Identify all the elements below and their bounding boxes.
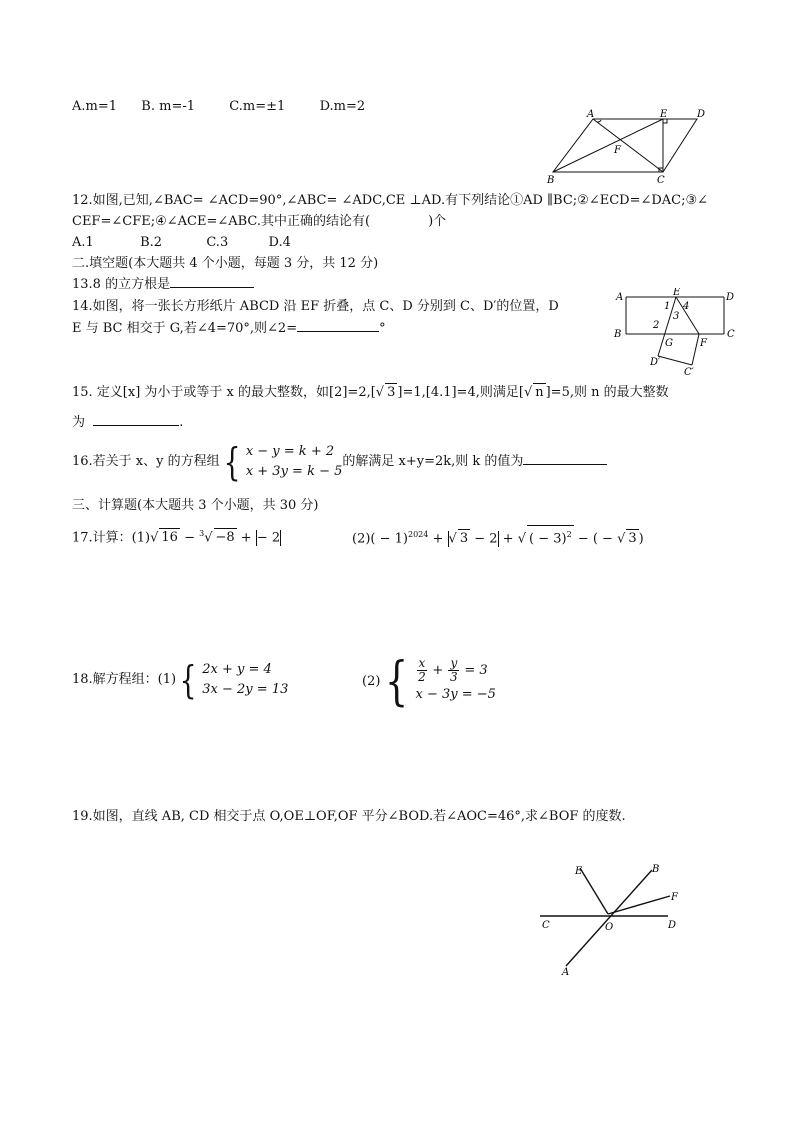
q12-line2-end: )个	[428, 214, 447, 229]
q16-prefix: 16.若关于 x、y 的方程组	[72, 454, 220, 469]
q17-p2-sqrt-sq	[527, 525, 574, 548]
q17-p2-abs-tail: − 2	[470, 531, 498, 547]
angle-mark-a	[597, 120, 601, 122]
q18-part2	[362, 652, 496, 712]
q18-system2: { $\frac{x}{2}$ + $\frac{y}{3}$ = 3 x − 3y = −5	[385, 651, 496, 712]
q19-label-b: B	[652, 864, 660, 875]
q18-part1	[72, 658, 288, 702]
q14-label-e: E	[673, 288, 681, 298]
q12-option-d: D.4	[268, 235, 291, 250]
diagonal-ac	[593, 119, 663, 172]
q14-label-c: C	[727, 329, 735, 340]
section3-title: 三、计算题(本大题共 3 个小题，共 30 分)	[72, 498, 319, 513]
q16-system: { x − y = k + 2 x + 3y = k − 5	[223, 439, 343, 484]
q14-line1: 14.如图，将一张长方形纸片 ABCD 沿 EF 折叠，点 C、D 分别到 C、D′的位置，D	[72, 299, 559, 314]
section2-title: 二.填空题(本大题共 4 个小题，每题 3 分，共 12 分)	[72, 256, 379, 271]
q19-label-a: A	[562, 967, 570, 978]
q19-label-c: C	[542, 920, 550, 931]
q17-p2-tail-sqrt: 3	[628, 531, 637, 547]
segment-be	[553, 119, 663, 172]
q13-text: 13.8 的立方根是	[72, 277, 171, 292]
q18-s2-fy-num: y	[450, 656, 458, 670]
q17-minus: −	[179, 530, 200, 546]
q14-label-a: A	[616, 292, 624, 303]
q17-p2-abs-inner: 3	[459, 531, 469, 547]
q12-line2-text: CEF=∠CFE;④∠ACE=∠ABC.其中正确的结论有(	[72, 214, 371, 229]
q19-label-e: E	[575, 866, 583, 877]
q12-label-d: D	[697, 109, 706, 120]
q18-s1-eq1: 2x + y = 4	[202, 661, 272, 677]
q17-cbrt: −8	[215, 530, 235, 546]
q18-s1-eq2: 3x − 2y = 13	[202, 681, 289, 697]
q17-p2-tail-open: − ( −	[573, 531, 618, 547]
q19-label-f: F	[671, 892, 678, 903]
q14-label-g: G	[665, 338, 673, 349]
q11-options	[72, 98, 365, 116]
q14-angle-2: 2	[653, 320, 660, 331]
q14-angle-3: 3	[673, 311, 680, 322]
q11-option-b: B. m=-1	[141, 99, 195, 114]
q14-label-d-prime: D′	[650, 357, 661, 368]
q12-option-c: C.3	[206, 235, 229, 250]
q17-sqrt16: 16	[161, 530, 178, 546]
q18-s2-fx-num: x	[418, 656, 426, 670]
q15-line2: 为 .	[72, 415, 184, 430]
q15-part1: 15. 定义[x] 为小于或等于 x 的最大整数，如[2]=2,[	[72, 385, 376, 400]
q13-answer-blank[interactable]	[170, 275, 254, 288]
q11-option-d: D.m=2	[319, 99, 366, 114]
q15-line2-text: 为	[72, 415, 86, 430]
q14-label-c-prime: C′	[684, 367, 694, 378]
q16-suffix: 的解满足 x+y=2k,则 k 的值为	[342, 454, 524, 469]
q13	[72, 275, 254, 294]
q14-angle-4: 4	[683, 301, 690, 312]
q18-label: 18.解方程组：(1)	[72, 672, 177, 687]
q17-p2-base: ( − 1)	[370, 531, 408, 547]
q17-p2-label: (2)	[352, 531, 371, 547]
q17-p2-tail-close: )	[638, 531, 644, 547]
q15-answer-blank[interactable]	[93, 413, 179, 426]
q15-sqrt3: 3	[387, 385, 396, 400]
q11-option-c: C.m=±1	[229, 99, 286, 114]
q12-line1: 12.如图,已知,∠BAC= ∠ACD=90°,∠ABC= ∠ADC,CE ⊥AD.有下列结论①AD ∥BC;②∠ECD=∠DAC;③∠	[72, 193, 709, 208]
q19-figure	[530, 848, 700, 978]
q18-s2-eq1: $\frac{x}{2}$ + $\frac{y}{3}$ = 3	[418, 656, 488, 684]
q14-label-d: D	[726, 292, 735, 303]
q11-option-a: A.m=1	[72, 99, 118, 114]
q18-s2-eq2: x − 3y = −5	[415, 687, 496, 702]
parallelogram-abcd	[553, 119, 697, 172]
q17-plus: +	[236, 530, 256, 546]
q14-label-b: B	[614, 329, 622, 340]
q17-part2: $(2)( - 1)^{2024}$ + √ 3 − 2 + √ ( − 3)$^2$ − ( − √ 3 )	[352, 525, 644, 548]
q16-eq2: x + 3y = k − 5	[245, 463, 343, 479]
q12-label-e: E	[660, 109, 668, 120]
q15-part3: ]=5,则 n 的最大整数	[545, 385, 669, 400]
q17-p2-sqrt-exp: 2	[566, 530, 572, 539]
q12-line2	[72, 213, 446, 231]
q15-line1: 15. 定义[x] 为小于或等于 x 的最大整数，如[2]=2,[√ 3 ]=1,[4.1]=4,则满足[√ n ]=5,则 n 的最大整数	[72, 385, 669, 400]
q17-part1: 17.计算：(1)√ 16 − $^3$√ −8 + − 2	[72, 529, 281, 546]
q12-label-c: C	[657, 175, 665, 186]
q14-line2-end: °	[379, 321, 386, 336]
q19-label-o: O	[605, 922, 614, 933]
q19-label-d: D	[668, 920, 677, 931]
q16-eq1: x − y = k + 2	[245, 443, 335, 459]
q17-abs: − 2	[256, 530, 281, 546]
q16-answer-blank[interactable]	[523, 452, 607, 465]
q12-label-f: F	[614, 145, 621, 156]
q18-p2-label: (2)	[362, 674, 381, 689]
q17-label: 17.计算：(1)	[72, 530, 151, 546]
segment-c-prime-f	[692, 334, 699, 365]
q12-figure	[545, 106, 715, 188]
q12-label-a: A	[587, 109, 595, 120]
q15-part2: ]=1,[4.1]=4,则满足[	[397, 385, 524, 400]
q14-label-f: F	[700, 338, 707, 349]
segment-d-prime-c-prime	[658, 356, 692, 365]
q12-options	[72, 234, 291, 252]
q12-option-a: A.1	[72, 235, 94, 250]
q17-p2-sqrt-sq-base: ( − 3)	[529, 531, 567, 547]
q14-answer-blank[interactable]	[297, 319, 379, 332]
q12-option-b: B.2	[140, 235, 163, 250]
q14-angle-1: 1	[664, 301, 671, 312]
q14-line2-text: E 与 BC 相交于 G,若∠4=70°,则∠2=	[72, 321, 298, 336]
q16	[72, 440, 607, 484]
q15-sqrtn: n	[535, 385, 544, 400]
q18-s2-eq1-tail: = 3	[460, 663, 488, 678]
q18-s2-fx-den: 2	[418, 670, 426, 684]
line-ab	[566, 870, 652, 966]
ray-of	[608, 896, 670, 914]
q14-line2	[72, 319, 386, 338]
q14-figure	[610, 288, 745, 378]
q18-s2-fy-den: 3	[450, 670, 458, 684]
q19-text: 19.如图，直线 AB, CD 相交于点 O,OE⊥OF,OF 平分∠BOD.若∠AOC=46°,求∠BOF 的度数.	[72, 809, 626, 824]
ray-oe	[580, 868, 608, 914]
q17-p2-exp: 2024	[408, 530, 429, 539]
q17-cbrt-index: 3	[199, 529, 205, 538]
q12-label-b: B	[547, 175, 555, 186]
q18-system1: { 2x + y = 4 3x − 2y = 13	[179, 657, 289, 702]
